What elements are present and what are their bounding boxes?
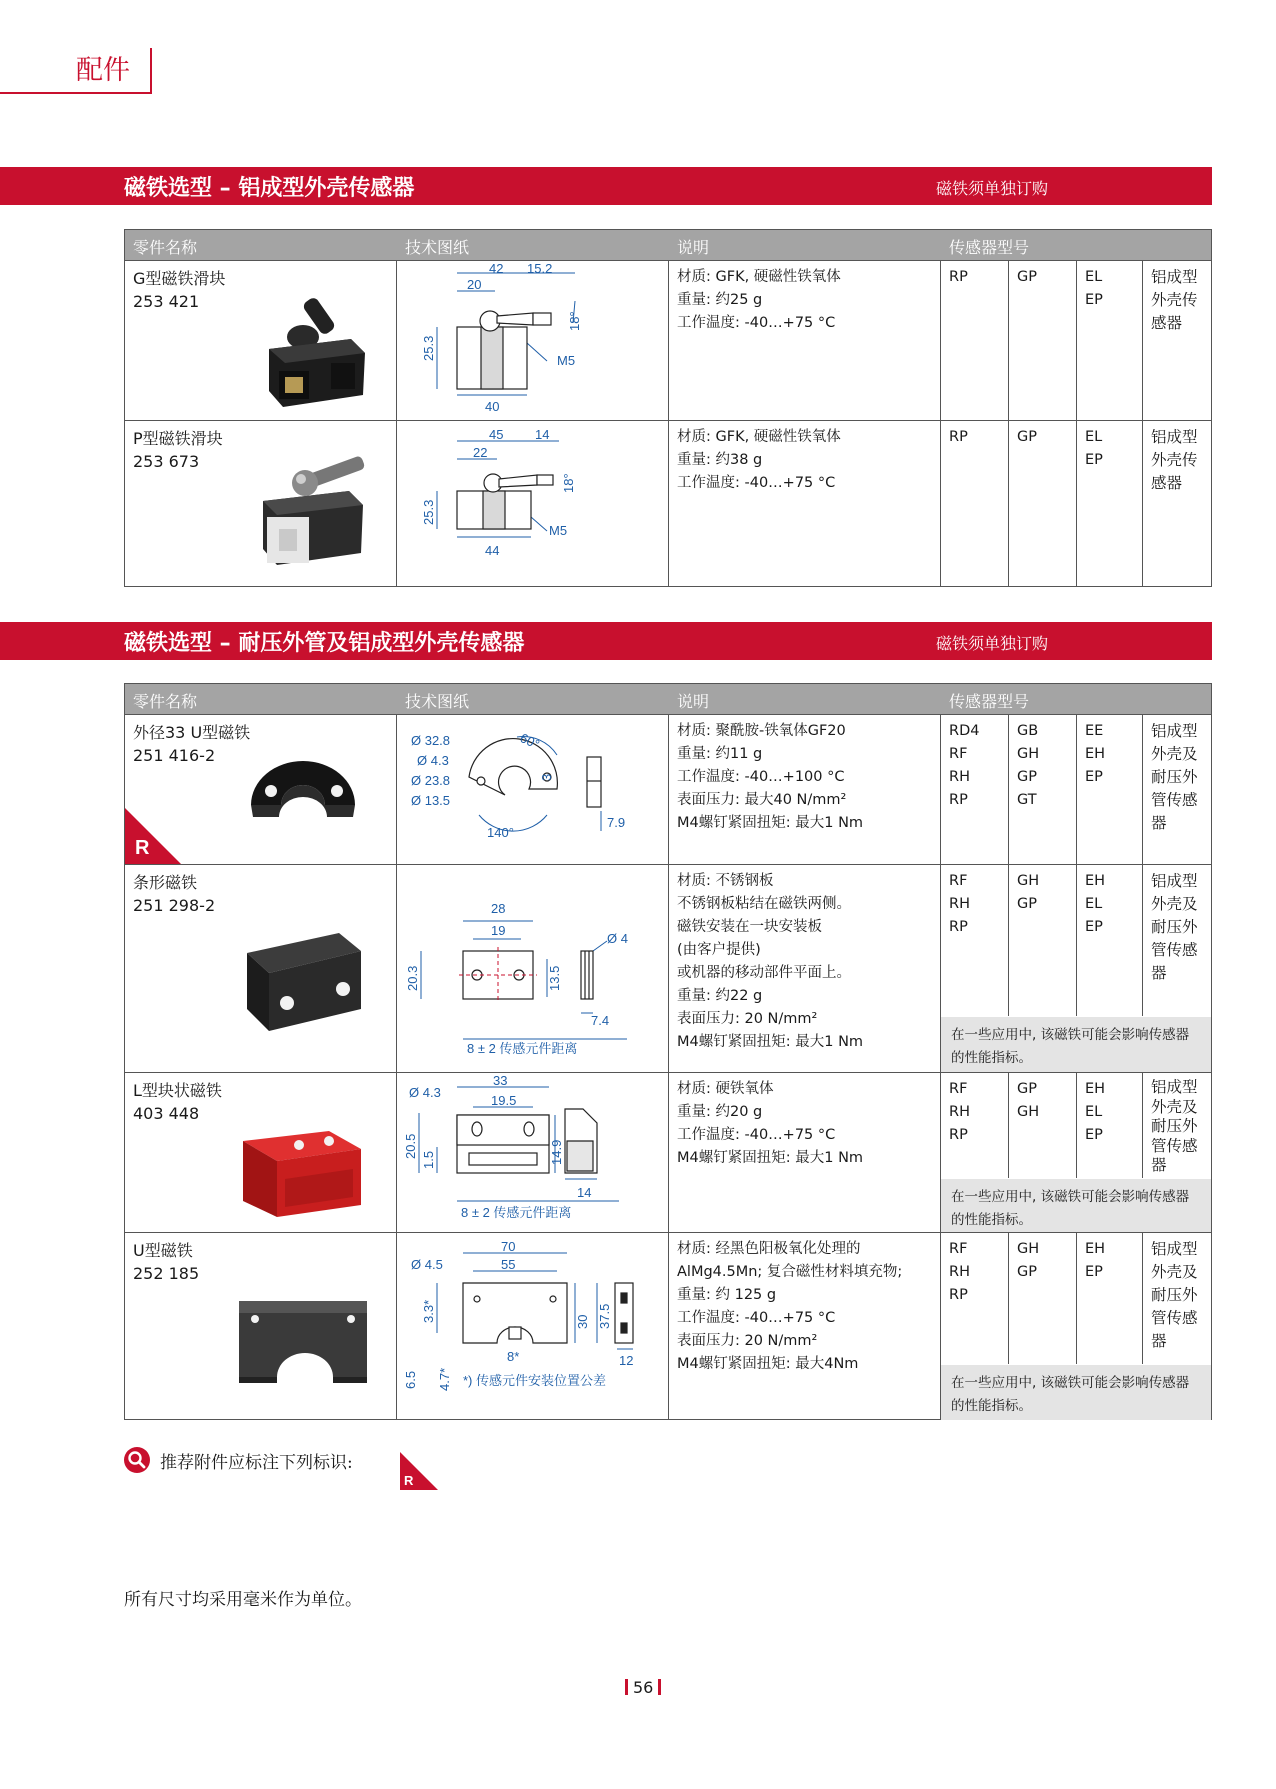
sensor-cell: [941, 1073, 1009, 1178]
sensor-cell: [941, 715, 1009, 864]
sensor-cell: [1009, 715, 1077, 864]
sensor-code: RH: [949, 896, 970, 912]
sensor-code: GB: [1017, 723, 1039, 739]
product-code: 251 416-2: [133, 746, 216, 765]
sensor-code: GP: [1017, 429, 1037, 445]
desc-line: AlMg4.5Mn; 复合磁性材料填充物;: [677, 1264, 903, 1280]
table-header: [125, 230, 1211, 260]
sensor-code: RP: [949, 269, 968, 285]
table-header: [125, 684, 1211, 714]
product-code: 251 298-2: [133, 896, 216, 915]
recommended-tag-letter: R: [404, 1473, 414, 1488]
sensor-type: 铝成型外壳及耐压外管传感器: [1151, 722, 1198, 832]
dim-label: Ø 32.8: [411, 733, 451, 748]
dim-label: 20: [467, 277, 482, 292]
dim-label: 20.5: [403, 1133, 418, 1159]
dim-label: 30: [575, 1314, 590, 1329]
page-header: [0, 0, 160, 94]
dim-label: 55: [501, 1257, 516, 1272]
header-rule: [0, 92, 152, 94]
recommended-tag: [125, 808, 181, 864]
dim-label: 3.3*: [421, 1299, 436, 1323]
sensor-code: EH: [1085, 1241, 1106, 1257]
section-note: 磁铁须单独订购: [936, 634, 1049, 653]
sensor-code: EH: [1085, 746, 1106, 762]
sensor-code: GP: [1017, 769, 1037, 785]
page-number: [620, 1678, 666, 1697]
desc-line: M4螺钉紧固扭矩: 最大4Nm: [677, 1356, 859, 1372]
name-cell: [125, 421, 397, 586]
dim-label: 8 ± 2 传感元件距离: [467, 1041, 578, 1056]
warning-note: 在一些应用中, 该磁铁可能会影响传感器的性能指标。: [941, 1017, 1211, 1073]
units-note: 所有尺寸均采用毫米作为单位。: [124, 1590, 362, 1610]
product-name: 外径33 U型磁铁: [133, 723, 251, 742]
dim-label: 42: [489, 261, 504, 276]
header-divider: [150, 48, 152, 94]
section-note: 磁铁须单独订购: [936, 179, 1049, 198]
section-title: 磁铁选型 – 铝成型外壳传感器: [124, 176, 415, 201]
sensor-code: GP: [1017, 896, 1037, 912]
dim-label: 8*: [507, 1349, 520, 1364]
sensor-code: RF: [949, 873, 968, 889]
description-text: [677, 266, 934, 335]
col-header-description: 说明: [677, 692, 710, 711]
dim-label: 60°: [517, 730, 542, 753]
u-magnet-photo: [235, 1293, 375, 1389]
dim-label: 6.5: [403, 1370, 418, 1389]
bar-magnet-photo: [243, 929, 367, 1039]
desc-line: 工作温度: -40…+75 °C: [677, 1127, 836, 1143]
description-text: [677, 1078, 934, 1170]
dim-label: 7.4: [591, 1013, 610, 1028]
dim-label: 45: [489, 427, 504, 442]
desc-line: 磁铁安装在一块安装板: [677, 919, 822, 935]
name-cell: [125, 261, 397, 420]
sensor-cell: [1009, 1233, 1077, 1364]
sensor-type-cell: [1143, 865, 1211, 1016]
sensor-code: RP: [949, 1127, 968, 1143]
sensor-code: GT: [1017, 792, 1037, 808]
name-cell: [125, 865, 397, 1072]
product-code: 253 673: [133, 452, 200, 471]
description-cell: [669, 421, 941, 586]
product-code: 253 421: [133, 292, 200, 311]
drawing-cell: [397, 865, 669, 1072]
dim-label: 18°: [561, 473, 576, 493]
sensor-cell: [941, 261, 1009, 420]
sensor-type: 铝成型外壳传感器: [1151, 428, 1198, 492]
table-row: [125, 1072, 1211, 1232]
sensor-type-cell: [1143, 715, 1211, 864]
sensor-code: RP: [949, 792, 968, 808]
dim-label: 25.3: [421, 335, 436, 361]
page-number-bar: [658, 1679, 661, 1695]
description-cell: [669, 865, 941, 1072]
sensor-code: RP: [949, 919, 968, 935]
sensor-code: EL: [1085, 896, 1103, 912]
description-text: [677, 426, 934, 495]
sensor-cell: [1077, 865, 1143, 1016]
product-code: 403 448: [133, 1104, 200, 1123]
product-name: 条形磁铁: [133, 873, 198, 892]
sensor-type-cell: [1143, 1233, 1211, 1364]
desc-line: 重量: 约38 g: [677, 452, 763, 468]
desc-line: (由客户提供): [677, 942, 761, 958]
dim-label: 14: [535, 427, 550, 442]
drawing-cell: [397, 261, 669, 420]
col-header-drawing: 技术图纸: [405, 238, 470, 257]
dim-label: *) 传感元件安装位置公差: [463, 1373, 607, 1388]
sensor-code: EL: [1085, 429, 1103, 445]
page-title: 配件: [76, 55, 130, 86]
dim-label: Ø 23.8: [411, 773, 451, 788]
sensor-type: 铝成型外壳传感器: [1151, 268, 1198, 332]
dim-label: 19.5: [491, 1093, 517, 1108]
table-row: [125, 1232, 1211, 1419]
sensor-type: 铝成型外壳及耐压外管传感器: [1151, 872, 1198, 982]
description-cell: [669, 1073, 941, 1232]
sensor-cell: [1077, 261, 1143, 420]
col-header-sensor: 传感器型号: [949, 238, 1030, 257]
warning-note: 在一些应用中, 该磁铁可能会影响传感器的性能指标。: [941, 1179, 1211, 1233]
sensor-code: EP: [1085, 1127, 1103, 1143]
sensor-code: EP: [1085, 919, 1103, 935]
sensor-code: RF: [949, 1241, 968, 1257]
dim-label: 44: [485, 543, 500, 558]
g-slider-drawing: [397, 261, 669, 421]
desc-line: 材质: 经黑色阳极氧化处理的: [677, 1241, 861, 1257]
table-row: [125, 864, 1211, 1072]
dim-label: Ø 4.3: [417, 753, 449, 768]
desc-line: 重量: 约 125 g: [677, 1287, 777, 1303]
sensor-code: EP: [1085, 292, 1103, 308]
drawing-cell: [397, 1073, 669, 1232]
sensor-code: RH: [949, 1264, 970, 1280]
desc-line: 材质: 不锈钢板: [677, 873, 774, 889]
dim-label: 13.5: [547, 965, 562, 991]
sensor-code: GH: [1017, 746, 1040, 762]
dim-label: Ø 4: [607, 931, 628, 946]
sensor-cell: [1077, 1233, 1143, 1364]
u33-magnet-drawing: [397, 715, 669, 865]
dim-label: 3: [539, 773, 554, 781]
product-name: G型磁铁滑块: [133, 269, 226, 288]
sensor-cell: [1077, 1073, 1143, 1178]
description-cell: [669, 1233, 941, 1419]
drawing-cell: [397, 421, 669, 586]
sensor-cell: [1009, 1073, 1077, 1178]
sensor-cell: [941, 421, 1009, 586]
product-name: L型块状磁铁: [133, 1081, 222, 1100]
dim-label: M5: [557, 353, 576, 368]
sensor-cell: [941, 865, 1009, 1016]
sensor-code: RP: [949, 429, 968, 445]
desc-line: 或机器的移动部件平面上。: [677, 965, 851, 981]
col-header-name: 零件名称: [133, 238, 198, 257]
sensor-cell: [1077, 421, 1143, 586]
desc-line: 材质: 聚酰胺-铁氧体GF20: [677, 723, 846, 739]
desc-line: 材质: GFK, 硬磁性铁氧体: [677, 269, 841, 285]
dim-label: 18°: [567, 311, 582, 331]
section-bar-1: [0, 167, 1212, 205]
page-number-value: 56: [633, 1678, 654, 1697]
col-header-sensor: 传感器型号: [949, 692, 1030, 711]
p-slider-photo: [245, 443, 385, 573]
dim-label: 140°: [487, 825, 514, 840]
desc-line: 工作温度: -40…+75 °C: [677, 1310, 836, 1326]
l-block-magnet-drawing: [397, 1073, 669, 1233]
dim-label: Ø 4.3: [409, 1085, 441, 1100]
u-magnet-drawing: [397, 1233, 669, 1420]
drawing-cell: [397, 715, 669, 864]
dim-label: Ø 13.5: [411, 793, 451, 808]
dim-label: 70: [501, 1239, 516, 1254]
g-slider-photo: [255, 283, 385, 413]
dim-label: Ø 4.5: [411, 1257, 443, 1272]
desc-line: 重量: 约11 g: [677, 746, 763, 762]
dim-label: 1.5: [421, 1150, 436, 1169]
sensor-code: RH: [949, 769, 970, 785]
sensor-code: GH: [1017, 873, 1040, 889]
desc-line: 工作温度: -40…+100 °C: [677, 769, 845, 785]
product-name: U型磁铁: [133, 1241, 193, 1260]
sensor-code: RD4: [949, 723, 980, 739]
desc-line: 工作温度: -40…+75 °C: [677, 315, 836, 331]
description-text: [677, 870, 934, 1054]
dim-label: 4.7*: [437, 1367, 452, 1391]
sensor-cell: [1077, 715, 1143, 864]
dim-label: 14: [577, 1185, 592, 1200]
sensor-code: EP: [1085, 769, 1103, 785]
desc-line: 重量: 约20 g: [677, 1104, 763, 1120]
table-row: [125, 420, 1211, 586]
dim-label: 28: [491, 901, 506, 916]
desc-line: M4螺钉紧固扭矩: 最大1 Nm: [677, 1150, 864, 1166]
p-slider-drawing: [397, 421, 669, 587]
sensor-code: EL: [1085, 1104, 1103, 1120]
desc-line: 表面压力: 最大40 N/mm²: [677, 792, 847, 808]
page-number-bar: [625, 1679, 628, 1695]
dim-label: 15.2: [527, 261, 553, 276]
name-cell: [125, 1233, 397, 1419]
dim-label: M5: [549, 523, 568, 538]
description-text: [677, 1238, 934, 1376]
dim-label: 7.9: [607, 815, 626, 830]
sensor-code: GH: [1017, 1104, 1040, 1120]
recommended-tag-letter: R: [135, 837, 150, 859]
sensor-code: RP: [949, 1287, 968, 1303]
product-code: 252 185: [133, 1264, 200, 1283]
desc-line: 重量: 约25 g: [677, 292, 763, 308]
desc-line: 材质: 硬铁氧体: [677, 1081, 774, 1097]
desc-line: 重量: 约22 g: [677, 988, 763, 1004]
col-header-description: 说明: [677, 238, 710, 257]
recommended-tag: [400, 1452, 438, 1490]
sensor-cell: [1009, 865, 1077, 1016]
sensor-code: GH: [1017, 1241, 1040, 1257]
section-title: 磁铁选型 – 耐压外管及铝成型外壳传感器: [124, 631, 525, 656]
sensor-cell: [1009, 261, 1077, 420]
sensor-type-cell: [1143, 261, 1211, 420]
sensor-cell: [1009, 421, 1077, 586]
sensor-type-cell: [1143, 1073, 1211, 1178]
sensor-code: RF: [949, 746, 968, 762]
dim-label: 14.9: [549, 1139, 564, 1165]
dim-label: 8 ± 2 传感元件距离: [461, 1205, 572, 1220]
sensor-code: RF: [949, 1081, 968, 1097]
sensor-code: EH: [1085, 1081, 1106, 1097]
recommendation-text: 推荐附件应标注下列标识:: [160, 1453, 353, 1473]
dim-label: 12: [619, 1353, 634, 1368]
drawing-cell: [397, 1233, 669, 1419]
sensor-code: RH: [949, 1104, 970, 1120]
sensor-cell: [941, 1233, 1009, 1364]
l-block-magnet-photo: [237, 1121, 373, 1221]
dim-label: 22: [473, 445, 488, 460]
name-cell: [125, 715, 397, 864]
sensor-code: GP: [1017, 1081, 1037, 1097]
section-bar-2: [0, 622, 1212, 660]
col-header-name: 零件名称: [133, 692, 198, 711]
desc-line: 表面压力: 20 N/mm²: [677, 1011, 818, 1027]
table-section-1: [124, 229, 1212, 587]
desc-line: 表面压力: 20 N/mm²: [677, 1333, 818, 1349]
sensor-code: EP: [1085, 1264, 1103, 1280]
table-row: [125, 714, 1211, 864]
dim-label: 37.5: [597, 1303, 612, 1329]
dim-label: 25.3: [421, 499, 436, 525]
product-name: P型磁铁滑块: [133, 429, 223, 448]
description-text: [677, 720, 934, 835]
sensor-type: 铝成型外壳及耐压外管传感器: [1151, 1240, 1198, 1350]
dim-label: 20.3: [405, 965, 420, 991]
description-cell: [669, 715, 941, 864]
dim-label: 33: [493, 1073, 508, 1088]
description-cell: [669, 261, 941, 420]
magnifier-icon: [124, 1447, 150, 1473]
sensor-code: GP: [1017, 1264, 1037, 1280]
sensor-code: GP: [1017, 269, 1037, 285]
desc-line: 不锈钢板粘结在磁铁两侧。: [677, 896, 851, 912]
sensor-type: 铝成型外壳及耐压外管传感器: [1151, 1078, 1198, 1174]
u33-magnet-photo: [243, 751, 363, 851]
desc-line: 工作温度: -40…+75 °C: [677, 475, 836, 491]
desc-line: 材质: GFK, 硬磁性铁氧体: [677, 429, 841, 445]
dim-label: 19: [491, 923, 506, 938]
sensor-type-cell: [1143, 421, 1211, 586]
sensor-code: EH: [1085, 873, 1106, 889]
desc-line: M4螺钉紧固扭矩: 最大1 Nm: [677, 1034, 864, 1050]
sensor-code: EL: [1085, 269, 1103, 285]
table-section-2: [124, 683, 1212, 1420]
sensor-code: EP: [1085, 452, 1103, 468]
table-row: [125, 260, 1211, 420]
bar-magnet-drawing: [397, 865, 669, 1073]
warning-note: 在一些应用中, 该磁铁可能会影响传感器的性能指标。: [941, 1365, 1211, 1420]
desc-line: M4螺钉紧固扭矩: 最大1 Nm: [677, 815, 864, 831]
dim-label: 40: [485, 399, 500, 414]
sensor-code: EE: [1085, 723, 1104, 739]
col-header-drawing: 技术图纸: [405, 692, 470, 711]
name-cell: [125, 1073, 397, 1232]
